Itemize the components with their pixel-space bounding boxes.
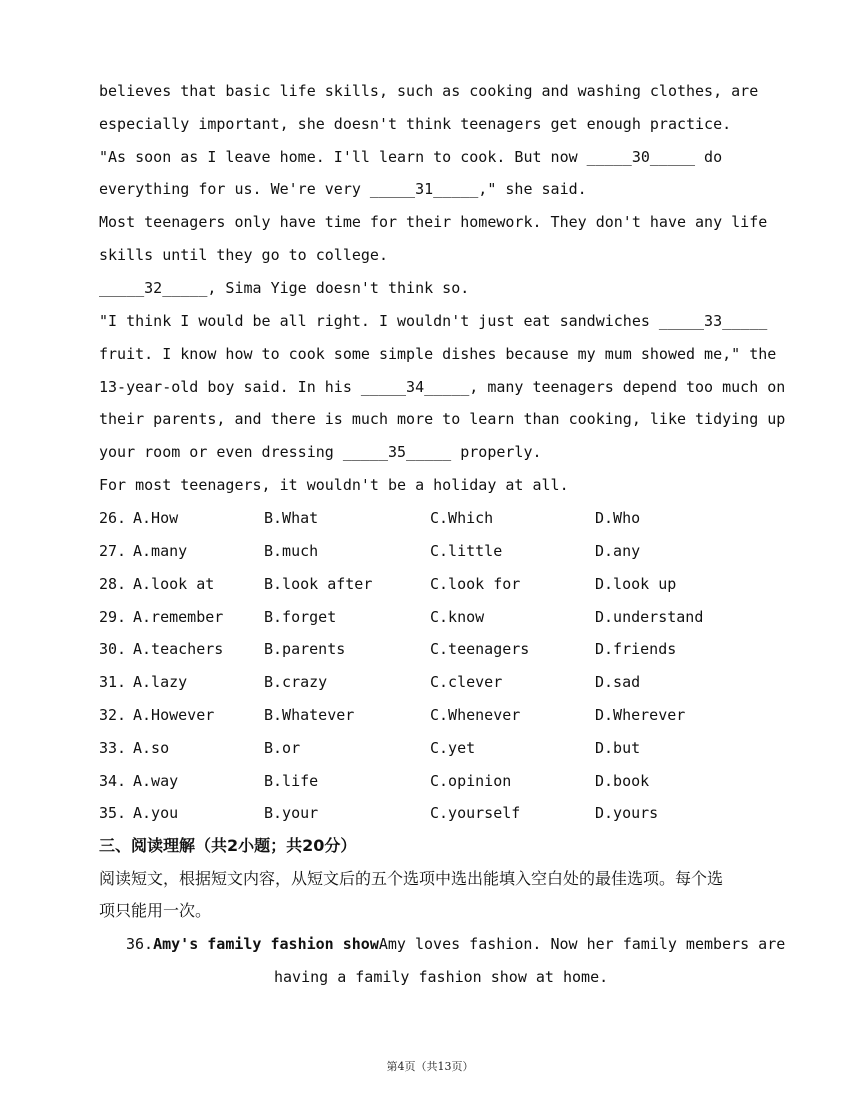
option-c: C.yourself [430, 804, 521, 822]
option-d: D.Who [595, 509, 641, 527]
option-c: C.little [430, 542, 503, 560]
question-number: 26. [99, 509, 127, 527]
option-a: A.so [133, 739, 170, 757]
option-a: A.many [133, 542, 188, 560]
passage-line: Most teenagers only have time for their homework. They don't have any life [99, 213, 768, 231]
option-c: C.know [430, 608, 485, 626]
option-b: B.look after [264, 575, 373, 593]
passage-line: _____32_____, Sima Yige doesn't think so. [99, 279, 470, 297]
question-number: 29. [99, 608, 127, 626]
question-number: 28. [99, 575, 127, 593]
option-c: C.look for [430, 575, 521, 593]
question-number: 27. [99, 542, 127, 560]
option-a: A.How [133, 509, 179, 527]
question-number: 30. [99, 640, 127, 658]
option-d: D.understand [595, 608, 704, 626]
passage-line: believes that basic life skills, such as cooking and washing clothes, are [99, 82, 759, 100]
passage-line: your room or even dressing _____35_____ properly. [99, 443, 542, 461]
option-a: A.look at [133, 575, 215, 593]
question-number: 33. [99, 739, 127, 757]
option-c: C.yet [430, 739, 476, 757]
option-c: C.clever [430, 673, 503, 691]
passage-line: skills until they go to college. [99, 246, 388, 264]
option-d: D.book [595, 772, 650, 790]
question-number: 32. [99, 706, 127, 724]
passage-line: fruit. I know how to cook some simple dishes because my mum showed me," the [99, 345, 777, 363]
question-number: 35. [99, 804, 127, 822]
option-c: C.Whenever [430, 706, 521, 724]
question-row [99, 771, 799, 791]
option-d: D.friends [595, 640, 677, 658]
option-c: C.opinion [430, 772, 512, 790]
question-row [99, 738, 799, 758]
passage-line: For most teenagers, it wouldn't be a holiday at all. [99, 476, 569, 494]
passage-text: Amy loves fashion. Now her family members are [378, 935, 786, 953]
option-a: A.remember [133, 608, 224, 626]
question-row [99, 705, 799, 725]
option-d: D.but [595, 739, 641, 757]
question-number: 34. [99, 772, 127, 790]
passage-line: 13-year-old boy said. In his _____34_____, many teenagers depend too much on [99, 378, 786, 396]
question-row [99, 541, 799, 561]
option-b: B.Whatever [264, 706, 355, 724]
option-a: A.However [133, 706, 215, 724]
page-footer: 第4页（共13页） [386, 1060, 474, 1073]
section-instruction: 项只能用一次。 [99, 901, 212, 920]
option-a: A.you [133, 804, 179, 822]
option-d: D.yours [595, 804, 659, 822]
option-d: D.any [595, 542, 641, 560]
passage-text: having a family fashion show at home. [274, 968, 609, 986]
question-row [99, 508, 799, 528]
option-a: A.lazy [133, 673, 188, 691]
question-row [99, 672, 799, 692]
option-b: B.much [264, 542, 319, 560]
question-row [99, 639, 799, 659]
option-c: C.Which [430, 509, 494, 527]
passage-line: their parents, and there is much more to learn than cooking, like tidying up [99, 410, 786, 428]
passage-line: everything for us. We're very _____31_____," she said. [99, 180, 587, 198]
question-row [99, 803, 799, 823]
option-d: D.sad [595, 673, 641, 691]
passage-line: "As soon as I leave home. I'll learn to cook. But now _____30_____ do [99, 148, 723, 166]
option-a: A.way [133, 772, 179, 790]
passage-line: especially important, she doesn't think teenagers get enough practice. [99, 115, 732, 133]
option-b: B.What [264, 509, 319, 527]
option-b: B.or [264, 739, 301, 757]
passage-line: "I think I would be all right. I wouldn't just eat sandwiches _____33_____ [99, 312, 768, 330]
option-b: B.your [264, 804, 319, 822]
question-number: 31. [99, 673, 127, 691]
option-b: B.life [264, 772, 319, 790]
question-36-header [126, 934, 785, 954]
option-b: B.parents [264, 640, 346, 658]
section-instruction: 阅读短文，根据短文内容，从短文后的五个选项中选出能填入空白处的最佳选项。每个选 [99, 869, 724, 888]
passage-title: Amy's family fashion show [153, 935, 379, 953]
option-c: C.teenagers [430, 640, 530, 658]
question-row [99, 574, 799, 594]
option-a: A.teachers [133, 640, 224, 658]
section-title: 三、阅读理解（共2小题；共20分） [99, 836, 357, 855]
option-d: D.look up [595, 575, 677, 593]
option-d: D.Wherever [595, 706, 686, 724]
option-b: B.crazy [264, 673, 328, 691]
question-number: 36. [126, 935, 154, 953]
question-row [99, 607, 799, 627]
option-b: B.forget [264, 608, 337, 626]
